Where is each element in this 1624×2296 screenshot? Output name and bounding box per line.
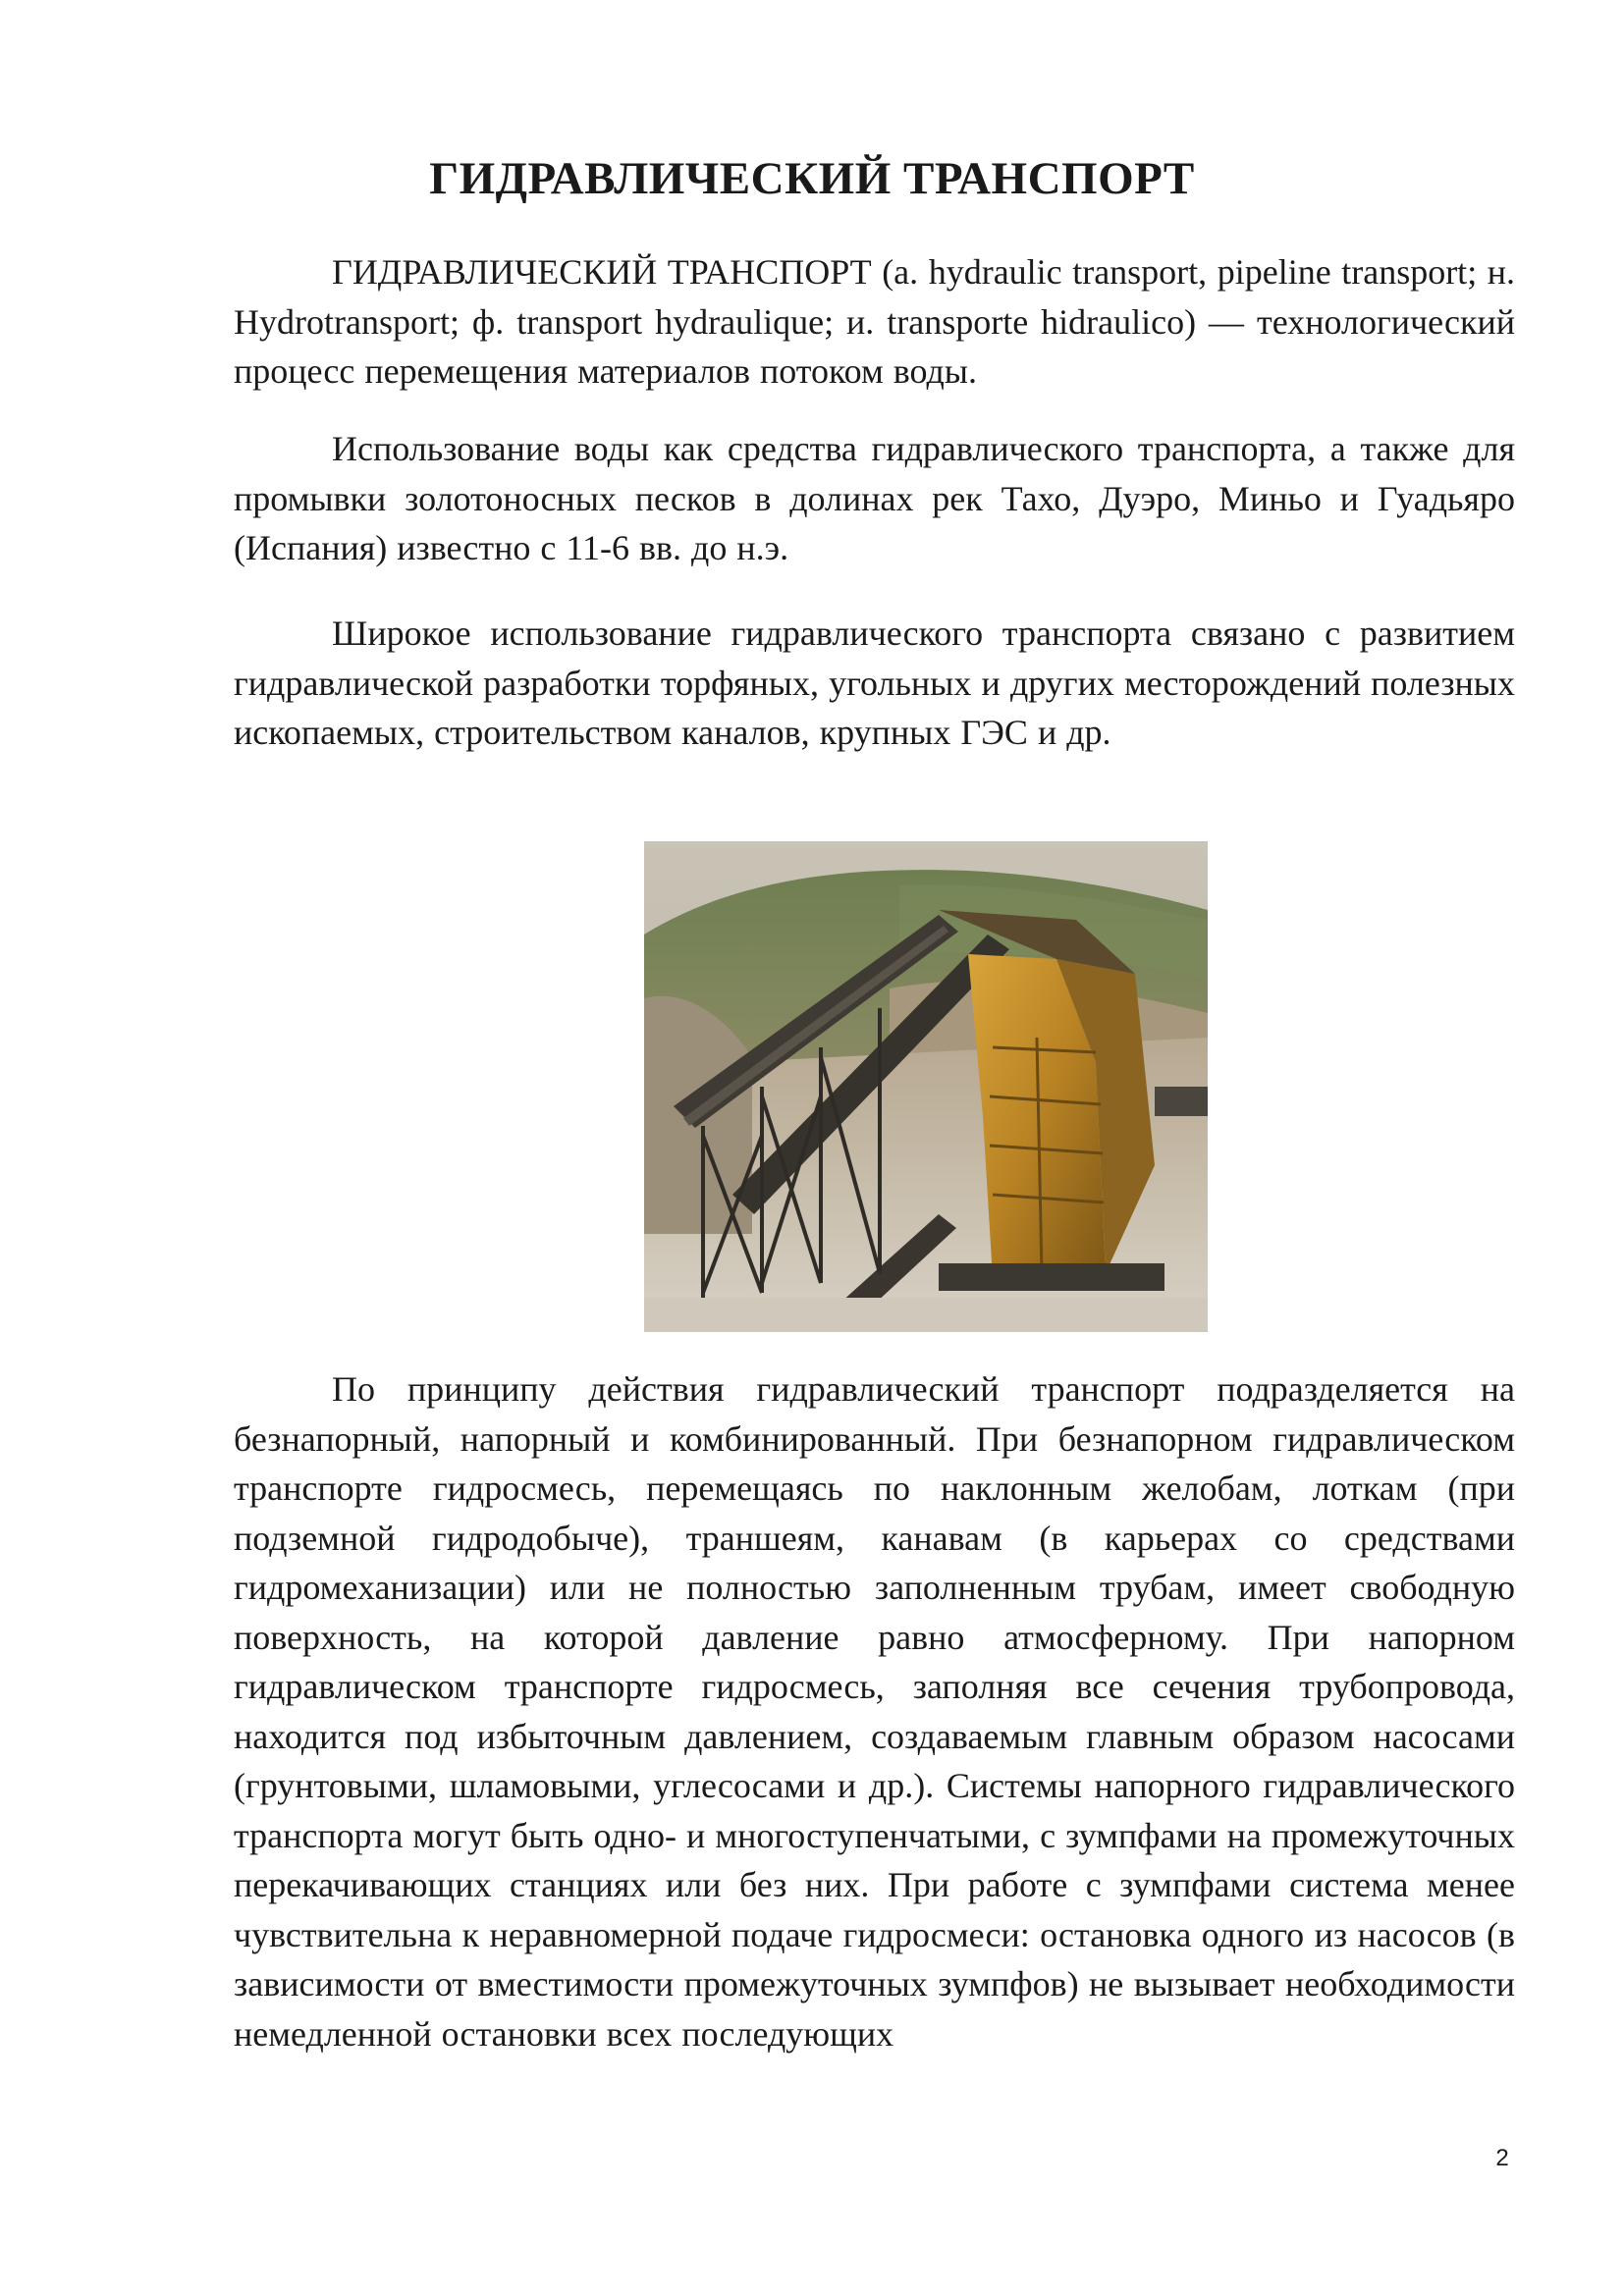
document-title: ГИДРАВЛИЧЕСКИЙ ТРАНСПОРТ — [429, 153, 1195, 204]
paragraph-history: Использование воды как средства гидравлического транспорта, а также для промывки золотоносных песков в долинах рек Тахо, Дуэро, Миньо и Гуадьяро (Испания) известно с 11-6 вв. до н.э. — [234, 429, 1515, 567]
paragraph-usage: Широкое использование гидравлического транспорта связано с развитием гидравлической разработки торфяных, угольных и других месторождений полезных ископаемых, строительством каналов, крупных ГЭС и др. — [234, 614, 1515, 752]
paragraph-definition: ГИДРАВЛИЧЕСКИЙ ТРАНСПОРТ (а. hydraulic transport, pipeline transport; н. Hydrotransport; ф. transport hydraulique; и. transporte hidraulico) — технологический процесс перемещения материалов потоком воды. — [234, 252, 1515, 391]
page-number: 2 — [1495, 2145, 1509, 2171]
crusher-conveyor-photo — [644, 841, 1208, 1332]
paragraph-classification: По принципу действия гидравлический транспорт подразделяется на безнапорный, напорный и комбинированный. При безнапорном гидравлическом транспорте гидросмесь, перемещаясь по наклонным желобам, лоткам (при подземной гидродобыче), траншеям, канавам (в карьерах со средствами гидромеханизации) или не полностью заполненным трубам, имеет свободную поверхность, на которой давление равно атмосферному. При напорном гидравлическом транспорте гидросмесь, заполняя все сечения трубопровода, находится под избыточным давлением, создаваемым главным образом насосами (грунтовыми, шламовыми, углесосами и др.). Системы напорного гидравлического транспорта могут быть одно- и многоступенчатыми, с зумпфами на промежуточных перекачивающих станциях или без них. При работе с зумпфами система менее чувствительна к неравномерной подаче гидросмеси: остановка одного из насосов (в зависимости от вместимости промежуточных зумпфов) не вызывает необходимости немедленной остановки всех последующих — [234, 1369, 1515, 2054]
